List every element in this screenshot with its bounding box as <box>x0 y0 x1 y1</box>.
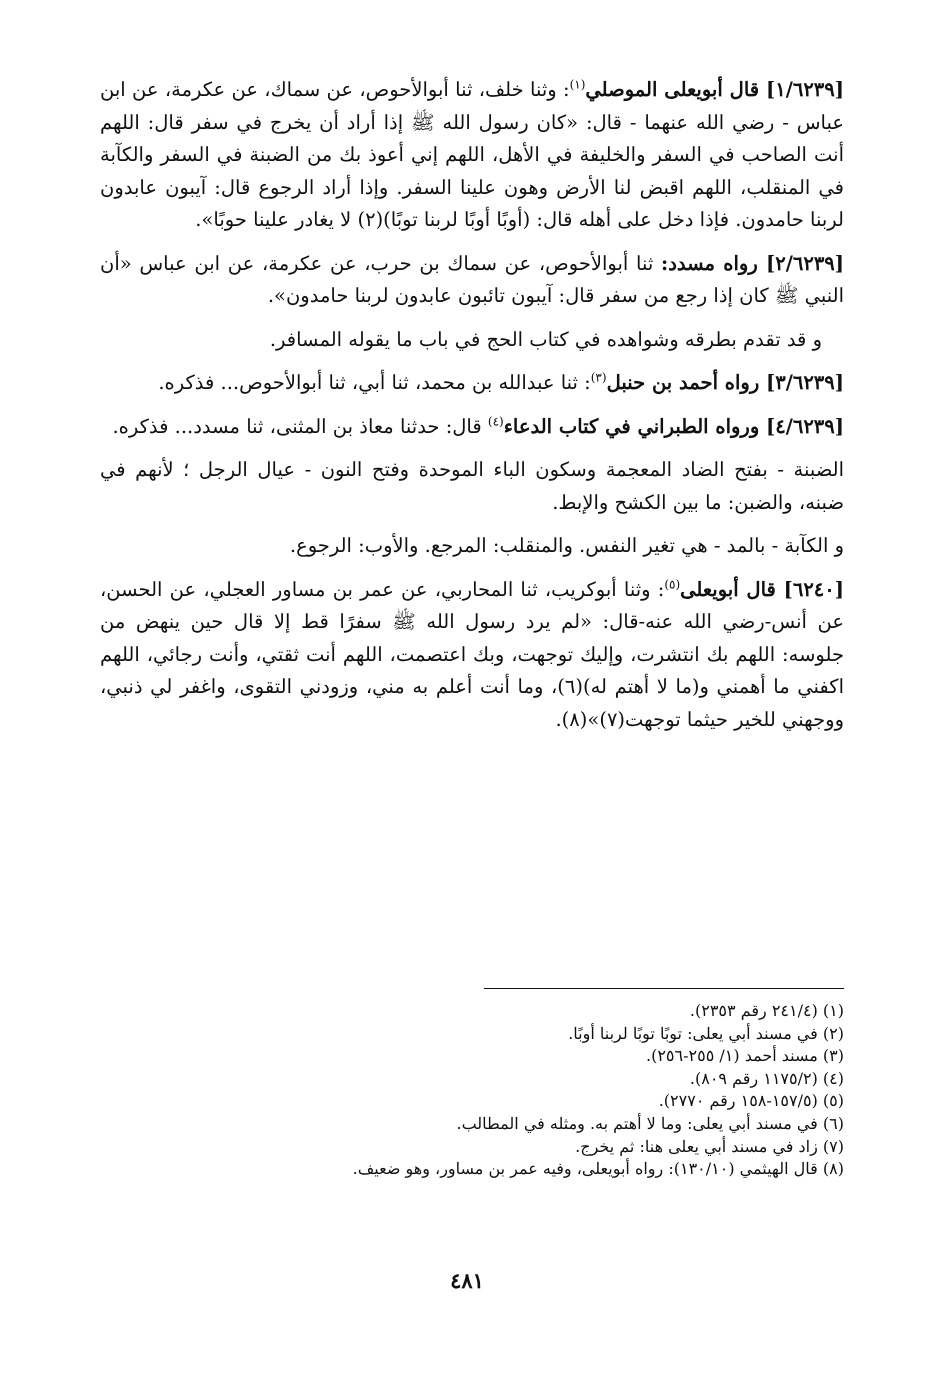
glossary-paragraph <box>100 530 844 563</box>
hadith-paragraph <box>100 411 844 444</box>
footnote: (٧) زاد في مسند أبي يعلى هنا: ثم يخرج. <box>575 1136 844 1156</box>
hadith-reference: [٦٢٤٠] قال أبويعلى <box>680 577 844 601</box>
hadith-text: : وثنا خلف، ثنا أبوالأحوص، عن سماك، عن عكرمة، عن ابن عباس - رضي الله عنهما - قال: «كان رسول الله ﷺ إذا أراد أن يخرج في سفر قال: اللهم أنت الصاحب في السفر والخليفة في الأهل، اللهم إني أعوذ بك من الضبنة في السفر والكآبة في المنقلب، اللهم اقبض لنا الأرض وهون علينا السفر. وإذا أراد الرجوع قال: آيبون عابدون لربنا حامدون. فإذا دخل على أهله قال: (أوبًا أوبًا لربنا توبًا)(٢) لا يغادر علينا حوبًا». <box>100 78 844 231</box>
footnote: (٥) (١٥٧/٥-١٥٨ رقم ٢٧٧٠). <box>658 1091 844 1111</box>
main-text <box>100 74 844 747</box>
commentary-text: و قد تقدم بطرقه وشواهده في كتاب الحج في باب ما يقوله المسافر. <box>269 327 822 351</box>
hadith-reference: [٢/٦٢٣٩] رواه مسدد: <box>661 251 845 275</box>
hadith-paragraph <box>100 574 844 737</box>
footnotes-section <box>100 1000 844 1181</box>
hadith-text: : ثنا عبدالله بن محمد، ثنا أبي، ثنا أبوالأحوص... فذكره. <box>158 371 591 394</box>
glossary-text: الضبنة - بفتح الضاد المعجمة وسكون الباء الموحدة وفتح النون - عيال الرجل ؛ لأنهم في ضبنه، والضبن: ما بين الكشح والإبط. <box>100 458 844 514</box>
footnote: (٨) قال الهيثمي (١٣٠/١٠): رواه أبويعلى، وفيه عمر بن مساور، وهو ضعيف. <box>352 1159 844 1179</box>
hadith-text: : وثنا أبوكريب، ثنا المحاربي، عن عمر بن مساور العجلي، عن الحسن، عن أنس-رضي الله عنه-قال: «لم يرد رسول الله ﷺ سفرًا قط إلا قال حين ينهض من جلوسه: اللهم بك انتشرت، وإليك توجهت، وبك اعتصمت، اللهم أنت ثقتي، وأنت رجائي، اللهم اكفني ما أهمني و(ما لا أهتم له)(٦)، وما أنت أعلم به مني، وزودني التقوى، واغفر لي ذنبي، ووجهني للخير حيثما توجهت(٧)»(٨). <box>100 577 844 731</box>
footnote-marker: (١) <box>569 77 586 92</box>
glossary-paragraph <box>100 454 844 519</box>
footnote: (١) (٢٤١/٤ رقم ٢٣٥٣). <box>689 1001 844 1020</box>
footnote: (٦) في مسند أبي يعلى: وما لا أهتم به. ومثله في المطالب. <box>456 1113 844 1133</box>
footnote: (٢) في مسند أبي يعلى: توبًا توبًا لربنا أوبًا. <box>568 1023 844 1043</box>
hadith-reference: [٤/٦٢٣٩] ورواه الطبراني في كتاب الدعاء <box>503 414 844 438</box>
hadith-paragraph <box>100 74 844 237</box>
hadith-text: ثنا أبوالأحوص، عن سماك بن حرب، عن عكرمة، عن ابن عباس «أن النبي ﷺ كان إذا رجع من سفر قال: آيبون تائبون عابدون لربنا حامدون». <box>100 251 844 307</box>
footnote: (٤) (١١٧٥/٢ رقم ٨٠٩). <box>689 1068 844 1088</box>
hadith-paragraph <box>100 248 844 313</box>
footnote-divider <box>484 988 844 989</box>
page-number: ٤٨١ <box>450 1268 484 1293</box>
hadith-reference: [١/٦٢٣٩] قال أبويعلى الموصلي <box>585 78 844 101</box>
footnote-marker: (٤) <box>487 414 504 428</box>
footnote-marker: (٣) <box>590 370 607 385</box>
hadith-text: قال: حدثنا معاذ بن المثنى، ثنا مسدد... فذكره. <box>112 414 488 438</box>
footnote: (٣) مسند أحمد (١/ ٢٥٥-٢٥٦). <box>645 1046 844 1066</box>
glossary-text: و الكآبة - بالمد - هي تغير النفس. والمنقلب: المرجع. والأوب: الرجوع. <box>289 534 844 557</box>
hadith-paragraph <box>100 367 844 400</box>
commentary-paragraph <box>100 324 844 357</box>
footnote-marker: (٥) <box>664 577 681 591</box>
hadith-reference: [٣/٦٢٣٩] رواه أحمد بن حنبل <box>606 371 844 394</box>
